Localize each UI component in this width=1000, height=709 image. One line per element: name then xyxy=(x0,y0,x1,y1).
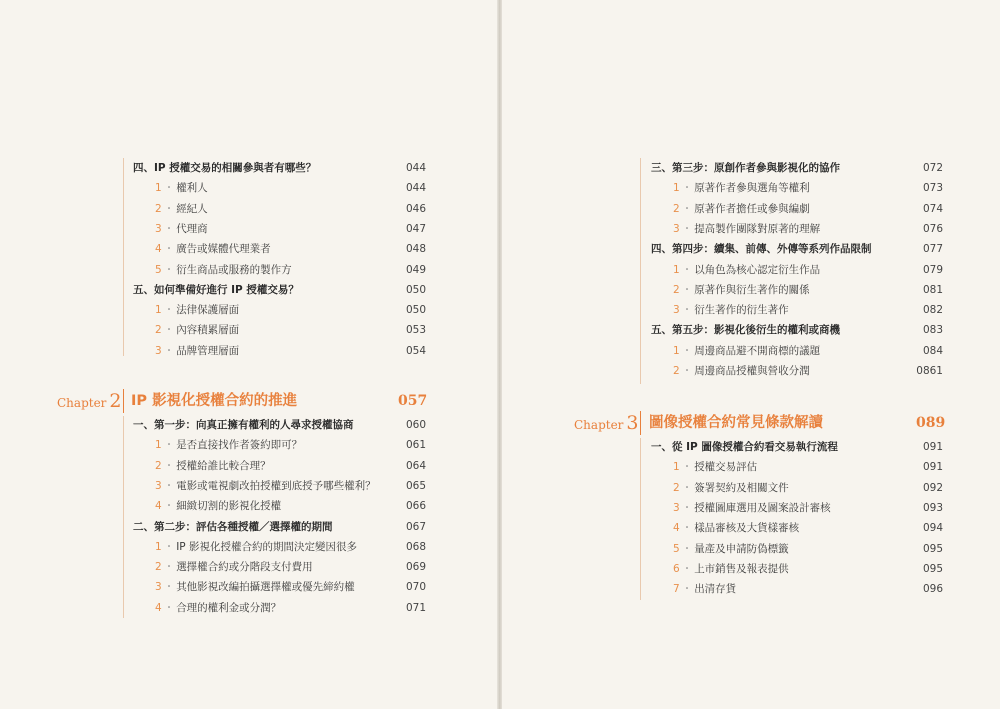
item-title: 原著作與衍生著作的關係 xyxy=(694,283,810,296)
page-number: 046 xyxy=(405,202,426,215)
item-title: 以角色為核心認定衍生作品 xyxy=(694,263,821,276)
item-title: IP 影視化授權合約的期間決定變因很多 xyxy=(176,540,357,553)
toc-item xyxy=(133,557,426,577)
toc-section xyxy=(133,280,426,300)
item-title: 廣告或媒體代理業者 xyxy=(176,243,271,256)
item-separator: ・ xyxy=(681,501,693,514)
toc-section xyxy=(133,158,426,178)
item-title: 衍生商品或服務的製作方 xyxy=(176,263,292,276)
chapter-label: Chapter 3 xyxy=(574,412,639,434)
page-number: 053 xyxy=(405,324,426,337)
chapter-number: 2 xyxy=(109,390,122,412)
item-separator: ・ xyxy=(681,283,693,296)
toc-item xyxy=(133,476,426,496)
page-number: 060 xyxy=(405,419,426,431)
page-number: 094 xyxy=(922,522,943,535)
toc-item xyxy=(651,219,943,239)
item-title: 簽署契約及相關文件 xyxy=(694,481,789,494)
item-title: 授權圖庫選用及圖案設計審核 xyxy=(694,501,831,514)
item-title: 授權交易評估 xyxy=(694,461,758,474)
left-page xyxy=(0,0,498,709)
page-number: 095 xyxy=(922,542,943,555)
toc-item xyxy=(133,320,426,340)
toc-item xyxy=(651,199,943,219)
toc-item xyxy=(651,579,943,599)
item-number: 2 xyxy=(673,283,680,296)
item-separator: ・ xyxy=(163,222,175,235)
item-title: 周邊商品避不開商標的議題 xyxy=(694,344,821,357)
page-number: 049 xyxy=(405,263,426,276)
toc-item xyxy=(133,178,426,198)
item-number: 1 xyxy=(155,439,162,452)
page-number: 070 xyxy=(405,581,426,594)
toc-item xyxy=(133,239,426,259)
item-separator: ・ xyxy=(681,481,693,494)
chapter-title: IP 影視化授權合約的推進 xyxy=(131,393,298,409)
toc-item xyxy=(651,280,943,300)
toc-rule xyxy=(640,158,641,384)
item-separator: ・ xyxy=(163,540,175,553)
item-title: 是否直接找作者簽約即可？ xyxy=(176,439,303,452)
chapter-divider xyxy=(123,389,124,413)
item-separator: ・ xyxy=(681,542,693,555)
item-separator: ・ xyxy=(163,439,175,452)
section-title: 一、第一步：向真正擁有權利的人尋求授權協商 xyxy=(133,419,354,431)
item-separator: ・ xyxy=(681,263,693,276)
item-number: 4 xyxy=(155,243,162,256)
page-number: 065 xyxy=(405,479,426,492)
item-number: 2 xyxy=(155,561,162,574)
item-title: 合理的權利金或分潤？ xyxy=(176,601,282,614)
item-number: 3 xyxy=(155,344,162,357)
item-separator: ・ xyxy=(681,365,693,377)
item-number: 7 xyxy=(673,583,680,596)
item-separator: ・ xyxy=(681,304,693,317)
item-number: 1 xyxy=(673,461,680,474)
item-title: 細緻切割的影視化授權 xyxy=(176,500,282,513)
item-separator: ・ xyxy=(681,202,693,215)
page-number: 076 xyxy=(922,222,943,235)
toc-section xyxy=(133,415,426,435)
chapter-heading xyxy=(0,386,498,416)
section-title: 一、從 IP 圖像授權合約看交易執行流程 xyxy=(651,441,838,453)
chapter-divider xyxy=(640,411,641,435)
item-number: 3 xyxy=(155,581,162,594)
page-number: 068 xyxy=(405,540,426,553)
chapter-label: Chapter 2 xyxy=(57,390,122,412)
item-number: 1 xyxy=(673,344,680,357)
item-separator: ・ xyxy=(163,500,175,513)
item-number: 1 xyxy=(155,540,162,553)
page-number: 0861 xyxy=(916,365,943,377)
toc-item xyxy=(133,598,426,618)
section-title: 五、如何準備好進行 IP 授權交易？ xyxy=(133,283,299,296)
toc-item xyxy=(651,498,943,518)
toc-item xyxy=(651,341,943,361)
item-separator: ・ xyxy=(163,304,175,317)
item-separator: ・ xyxy=(681,182,693,195)
item-number: 2 xyxy=(673,365,680,377)
item-separator: ・ xyxy=(681,344,693,357)
page-number: 048 xyxy=(405,243,426,256)
toc-rule xyxy=(123,416,124,618)
right-page xyxy=(502,0,1000,709)
item-separator: ・ xyxy=(163,581,175,594)
item-number: 3 xyxy=(673,222,680,235)
toc-item xyxy=(651,457,943,477)
item-number: 3 xyxy=(155,222,162,235)
item-number: 2 xyxy=(673,481,680,494)
item-title: 品牌管理層面 xyxy=(176,344,240,357)
item-number: 1 xyxy=(673,182,680,195)
item-title: 其他影視改編拍攝選擇權或優先締約權 xyxy=(176,581,355,594)
item-title: 衍生著作的衍生著作 xyxy=(694,304,789,317)
item-separator: ・ xyxy=(163,202,175,215)
item-number: 5 xyxy=(673,542,680,555)
section-title: 三、第三步：原創作者參與影視化的協作 xyxy=(651,162,840,174)
item-separator: ・ xyxy=(163,344,175,357)
item-separator: ・ xyxy=(163,263,175,276)
item-title: 提高製作團隊對原著的理解 xyxy=(694,222,821,235)
toc-section xyxy=(133,517,426,537)
toc-item xyxy=(651,559,943,579)
item-title: 原著作者參與選角等權利 xyxy=(694,182,810,195)
item-separator: ・ xyxy=(163,324,175,337)
item-separator: ・ xyxy=(163,601,175,614)
page-number: 079 xyxy=(922,263,943,276)
toc-section xyxy=(651,158,943,178)
page-number: 071 xyxy=(405,601,426,614)
item-number: 2 xyxy=(155,202,162,215)
item-title: 經紀人 xyxy=(176,202,208,215)
item-separator: ・ xyxy=(163,561,175,574)
page-number: 096 xyxy=(922,583,943,596)
toc-section xyxy=(651,437,943,457)
section-title: 五、第五步：影視化後衍生的權利或商機 xyxy=(651,324,840,337)
toc-item xyxy=(133,496,426,516)
toc-section xyxy=(651,239,943,259)
page-number: 077 xyxy=(922,243,943,256)
toc-item xyxy=(133,456,426,476)
item-number: 1 xyxy=(155,304,162,317)
item-separator: ・ xyxy=(681,562,693,575)
toc-item xyxy=(651,300,943,320)
item-separator: ・ xyxy=(163,243,175,256)
page-number: 064 xyxy=(405,459,426,472)
item-separator: ・ xyxy=(681,522,693,535)
toc-item xyxy=(133,300,426,320)
item-title: 法律保護層面 xyxy=(176,304,240,317)
section-title: 二、第二步：評估各種授權／選擇權的期間 xyxy=(133,520,333,533)
toc-item xyxy=(133,260,426,280)
item-number: 3 xyxy=(155,479,162,492)
item-title: 授權給誰比較合理？ xyxy=(176,459,271,472)
section-title: 四、IP 授權交易的相關參與者有哪些？ xyxy=(133,162,317,174)
item-title: 代理商 xyxy=(176,222,208,235)
toc-item xyxy=(651,178,943,198)
chapter-title: 圖像授權合約常見條款解讀 xyxy=(649,415,823,431)
page-number: 054 xyxy=(405,344,426,357)
toc-item xyxy=(133,537,426,557)
toc-item xyxy=(651,361,943,381)
page-number: 081 xyxy=(922,283,943,296)
toc-item xyxy=(651,478,943,498)
page-number: 044 xyxy=(405,182,426,195)
item-number: 5 xyxy=(155,263,162,276)
page-number: 084 xyxy=(922,344,943,357)
item-number: 1 xyxy=(155,182,162,195)
item-title: 周邊商品授權與營收分潤 xyxy=(694,365,810,377)
item-separator: ・ xyxy=(163,479,175,492)
item-title: 量產及申請防偽標籤 xyxy=(694,542,789,555)
page-number: 092 xyxy=(922,481,943,494)
item-title: 權利人 xyxy=(176,182,208,195)
item-number: 3 xyxy=(673,304,680,317)
item-title: 上市銷售及報表提供 xyxy=(694,562,789,575)
item-title: 內容積累層面 xyxy=(176,324,240,337)
item-separator: ・ xyxy=(681,583,693,596)
item-number: 2 xyxy=(155,459,162,472)
chapter-heading xyxy=(502,408,1000,438)
item-separator: ・ xyxy=(681,461,693,474)
item-number: 4 xyxy=(673,522,680,535)
item-number: 6 xyxy=(673,562,680,575)
page-number: 044 xyxy=(405,162,426,174)
item-separator: ・ xyxy=(681,222,693,235)
chapter-page: 089 xyxy=(916,415,946,431)
toc-item xyxy=(651,518,943,538)
page-number: 091 xyxy=(922,441,943,453)
item-number: 4 xyxy=(155,601,162,614)
toc-rule xyxy=(123,158,124,356)
page-number: 093 xyxy=(922,501,943,514)
page-number: 082 xyxy=(922,304,943,317)
toc-item xyxy=(133,435,426,455)
chapter-number: 3 xyxy=(626,412,639,434)
chapter-page: 057 xyxy=(398,393,428,409)
page-number: 061 xyxy=(405,439,426,452)
toc-item xyxy=(133,199,426,219)
item-separator: ・ xyxy=(163,459,175,472)
page-number: 066 xyxy=(405,500,426,513)
item-title: 選擇權合約或分階段支付費用 xyxy=(176,561,313,574)
page-number: 083 xyxy=(922,324,943,337)
page-number: 069 xyxy=(405,561,426,574)
page-number: 067 xyxy=(405,520,426,533)
page-number: 074 xyxy=(922,202,943,215)
toc-item xyxy=(133,219,426,239)
page-number: 095 xyxy=(922,562,943,575)
toc-item xyxy=(651,260,943,280)
section-title: 四、第四步：續集、前傳、外傳等系列作品限制 xyxy=(651,243,872,256)
toc-section xyxy=(651,320,943,340)
page-number: 050 xyxy=(405,304,426,317)
page-number: 072 xyxy=(922,162,943,174)
item-title: 原著作者擔任或參與編劇 xyxy=(694,202,810,215)
toc-item xyxy=(133,341,426,361)
toc-item xyxy=(133,577,426,597)
page-number: 091 xyxy=(922,461,943,474)
item-title: 樣品審核及大貨樣審核 xyxy=(694,522,800,535)
item-separator: ・ xyxy=(163,182,175,195)
item-number: 3 xyxy=(673,501,680,514)
item-number: 4 xyxy=(155,500,162,513)
item-number: 2 xyxy=(155,324,162,337)
item-number: 1 xyxy=(673,263,680,276)
page-number: 073 xyxy=(922,182,943,195)
page-number: 050 xyxy=(405,283,426,296)
toc-item xyxy=(651,539,943,559)
page-number: 047 xyxy=(405,222,426,235)
item-title: 電影或電視劇改拍授權到底授予哪些權利？ xyxy=(176,479,376,492)
toc-rule xyxy=(640,438,641,600)
item-title: 出清存貨 xyxy=(694,583,737,596)
item-number: 2 xyxy=(673,202,680,215)
